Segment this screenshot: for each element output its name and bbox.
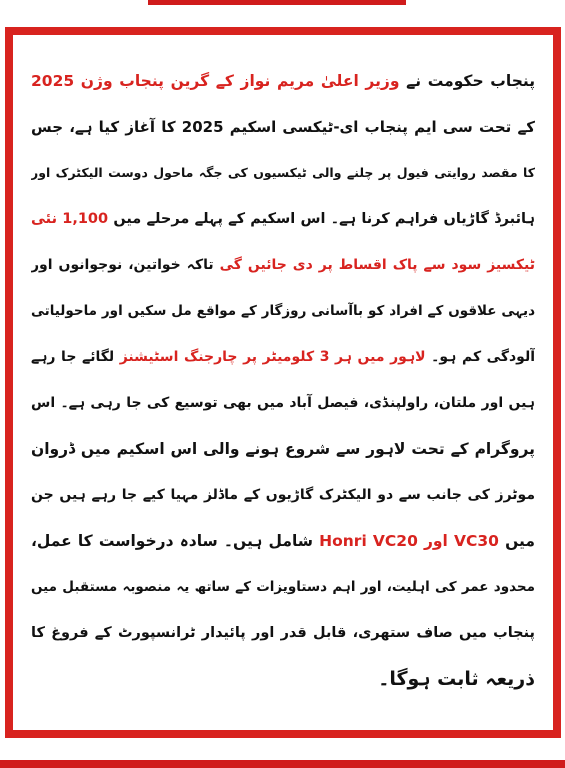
text-line-9 — [31, 426, 535, 472]
text-line-5 — [31, 242, 535, 288]
line-5-highlight: ٹیکسیز سود سے پاک اقساط پر دی جائیں گی — [219, 257, 535, 273]
line-13-text: پنجاب میں صاف ستھری، قابل قدر اور پائیدار ٹرانسپورٹ کے فروغ کا — [31, 625, 535, 641]
line-9-text: پروگرام کے تحت لاہور سے شروع ہونے والی اس اسکیم میں ڈروان — [31, 440, 535, 458]
line-11-highlight: Honri VC20 اور VC30 — [319, 532, 499, 550]
line-3-text: کا مقصد روایتی فیول پر چلنے والی ٹیکسیوں کی جگہ ماحول دوست الیکٹرک اور — [31, 165, 535, 180]
line-10-text: موٹرز کی جانب سے دو الیکٹرک گاڑیوں کے ماڈلز مہیا کیے جا رہے ہیں جن — [31, 487, 535, 503]
bottom-accent-bar — [0, 760, 565, 768]
line-11-text-end: شامل ہیں۔ سادہ درخواست کا عمل، — [31, 532, 320, 550]
text-line-13 — [31, 610, 535, 656]
line-14-text: ذریعہ ثابت ہوگا۔ — [378, 668, 535, 690]
article-text — [31, 58, 535, 702]
line-7-text-end: لگائے جا رہے — [31, 349, 120, 365]
text-line-11 — [31, 518, 535, 564]
line-6-text: دیہی علاقوں کے افراد کو باآسانی روزگار کے مواقع مل سکیں اور ماحولیاتی — [31, 303, 535, 319]
line-1-highlight: وزیر اعلیٰ مریم نواز کے گرین پنجاب وژن 2025 — [31, 72, 400, 90]
line-7-highlight: لاہور میں ہر 3 کلومیٹر پر چارجنگ اسٹیشنز — [119, 349, 426, 365]
line-1-text: پنجاب حکومت نے — [399, 72, 535, 90]
text-line-7 — [31, 334, 535, 380]
text-line-3 — [31, 150, 535, 196]
line-8-text: ہیں اور ملتان، راولپنڈی، فیصل آباد میں بھی توسیع کی جا رہی ہے۔ اس — [31, 395, 535, 411]
text-line-4 — [31, 196, 535, 242]
text-line-10 — [31, 472, 535, 518]
article-panel — [5, 27, 561, 738]
line-4-text: ہائبرڈ گاڑیاں فراہم کرنا ہے۔ اس اسکیم کے پہلے مرحلے میں — [108, 211, 535, 227]
line-2-text: کے تحت سی ایم پنجاب ای-ٹیکسی اسکیم 2025 کا آغاز کیا ہے، جس — [31, 118, 535, 136]
text-line-2 — [31, 104, 535, 150]
top-accent-bar — [148, 0, 406, 5]
text-line-6 — [31, 288, 535, 334]
line-12-text: محدود عمر کی اہلیت، اور اہم دستاویزات کے ساتھ یہ منصوبہ مستقبل میں — [31, 579, 535, 595]
text-line-14 — [31, 656, 535, 702]
text-line-12 — [31, 564, 535, 610]
line-4-highlight: 1,100 نئی — [31, 211, 109, 227]
text-line-8 — [31, 380, 535, 426]
line-11-text: میں — [498, 532, 535, 550]
text-line-1 — [31, 58, 535, 104]
line-5-text-end: تاکہ خواتین، نوجوانوں اور — [31, 257, 220, 273]
line-7-text: آلودگی کم ہو۔ — [425, 349, 535, 365]
